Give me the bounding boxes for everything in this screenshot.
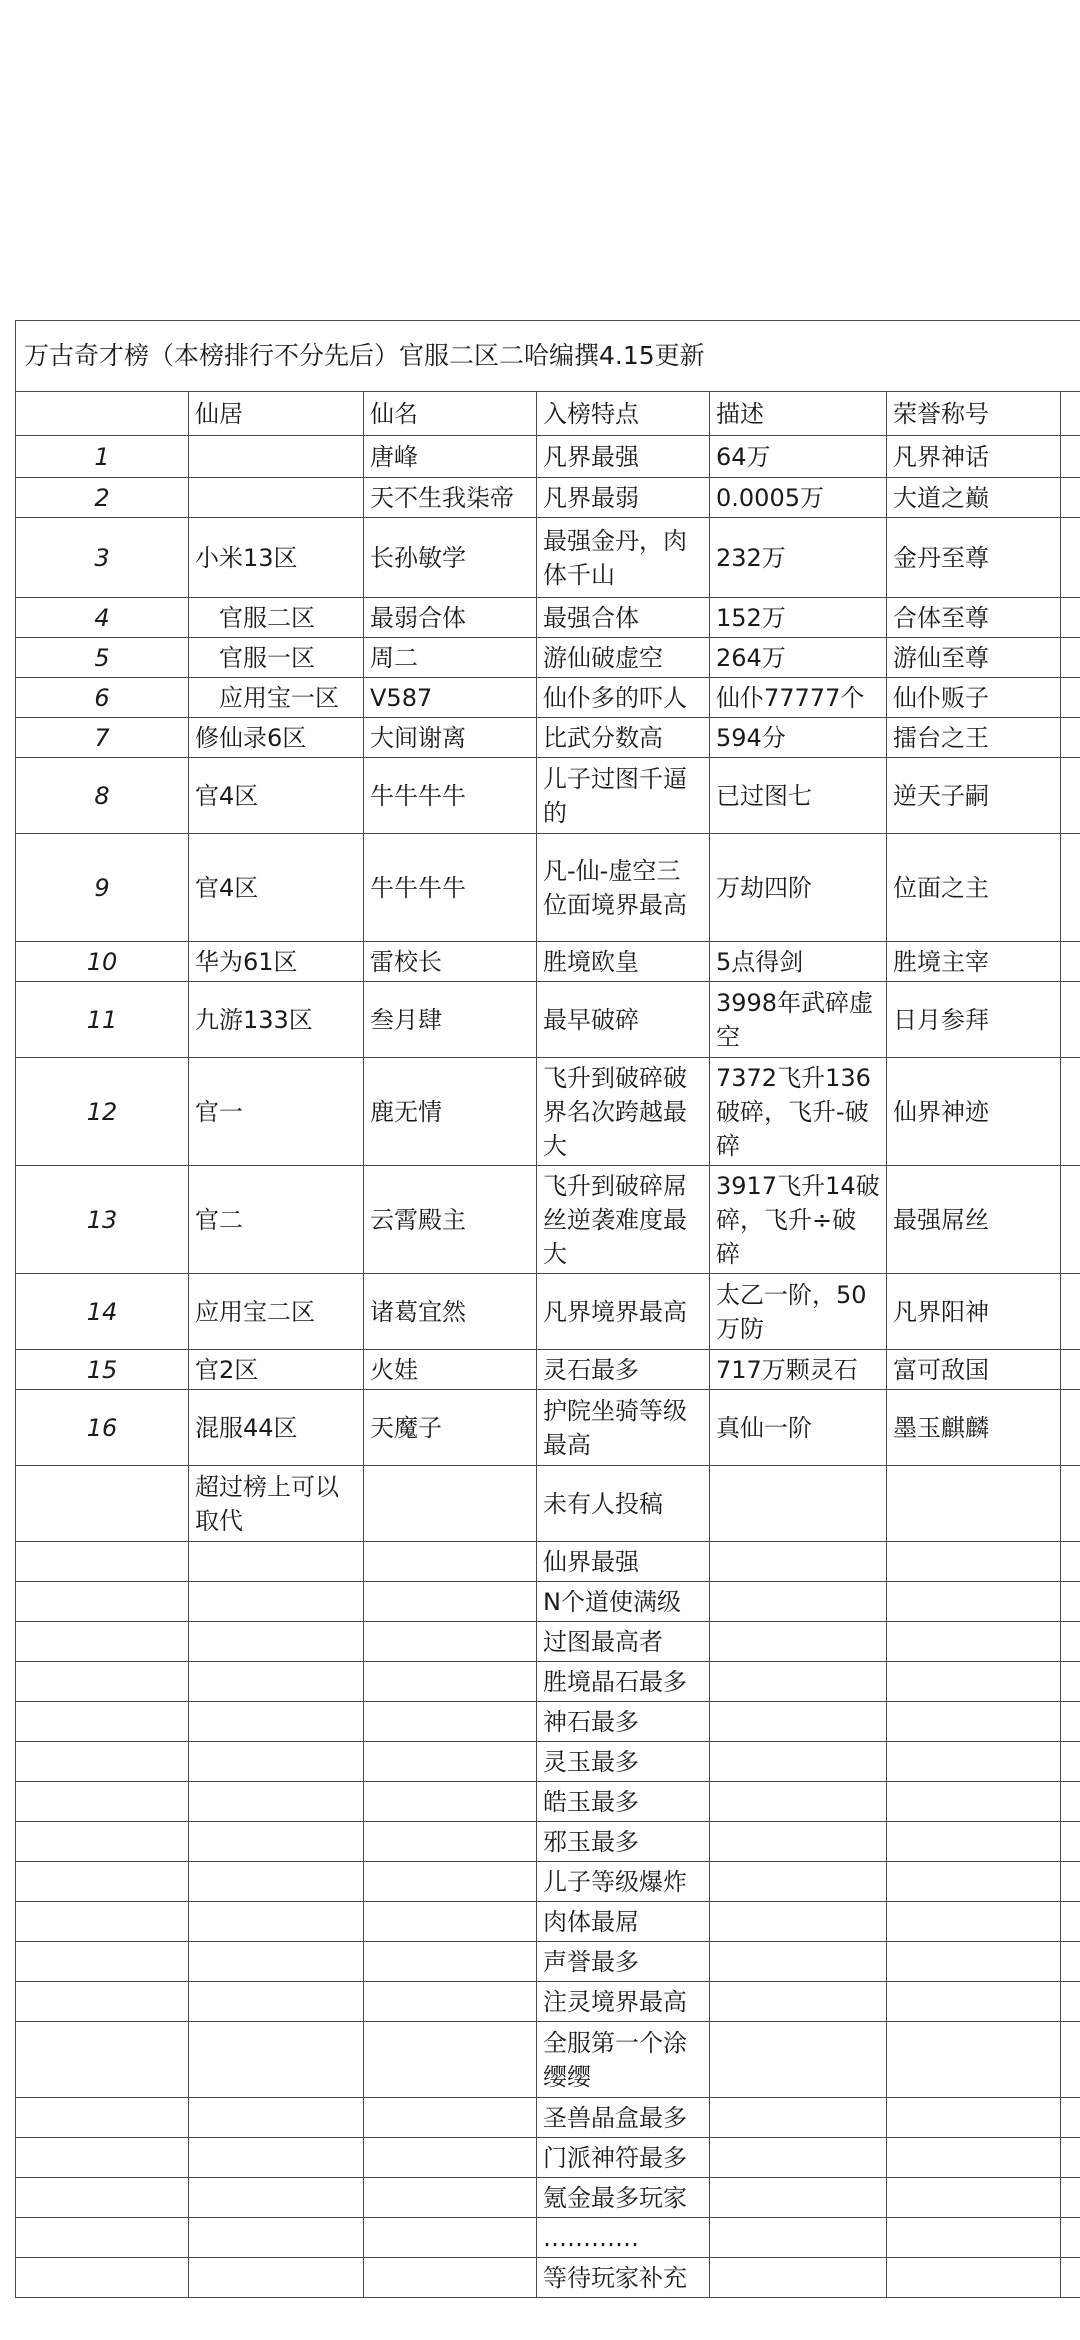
honor-cell: 逆天子嗣 (887, 758, 1061, 834)
table-row (16, 518, 1080, 598)
pending-feature-cell: 圣兽晶盒最多 (537, 2098, 710, 2138)
blank-cell (1061, 1982, 1080, 2022)
blank-cell (364, 1542, 537, 1582)
spreadsheet (15, 320, 1080, 2298)
blank-cell (1061, 1058, 1080, 1166)
blank-cell (1061, 982, 1080, 1058)
pending-row (16, 2218, 1080, 2258)
blank-cell (887, 1542, 1061, 1582)
pending-row (16, 1542, 1080, 1582)
table-row (16, 638, 1080, 678)
blank-cell (189, 2098, 364, 2138)
blank-cell (887, 1622, 1061, 1662)
blank-cell (710, 2138, 887, 2178)
server-cell: 官服一区 (189, 638, 364, 678)
header-cell: 仙居 (189, 392, 364, 436)
blank-cell (1061, 1274, 1080, 1350)
blank-cell (1061, 1622, 1080, 1662)
blank-cell (189, 1582, 364, 1622)
feature-cell: 最早破碎 (537, 982, 710, 1058)
blank-cell (710, 2022, 887, 2098)
blank-cell (189, 1862, 364, 1902)
pending-row (16, 2098, 1080, 2138)
honor-cell: 最强屌丝 (887, 1166, 1061, 1274)
blank-cell (1061, 1390, 1080, 1466)
desc-cell: 3998年武碎虚空 (710, 982, 887, 1058)
pending-row (16, 1982, 1080, 2022)
blank-cell (710, 1982, 887, 2022)
pending-feature-cell: 胜境晶石最多 (537, 1662, 710, 1702)
pending-feature-cell: 皓玉最多 (537, 1782, 710, 1822)
blank-cell (364, 1942, 537, 1982)
header-row (16, 392, 1080, 436)
rank-cell: 9 (16, 834, 189, 942)
blank-cell (1061, 436, 1080, 478)
blank-cell (364, 2022, 537, 2098)
server-cell (189, 478, 364, 518)
note-cell: 超过榜上可以取代 (189, 1466, 364, 1542)
pending-row (16, 1622, 1080, 1662)
pending-row (16, 1862, 1080, 1902)
blank-cell (16, 1662, 189, 1702)
table-row (16, 1350, 1080, 1390)
blank-cell (710, 2178, 887, 2218)
honor-cell: 凡界神话 (887, 436, 1061, 478)
blank-cell (1061, 1942, 1080, 1982)
blank-cell (710, 1702, 887, 1742)
rank-cell: 6 (16, 678, 189, 718)
name-cell: 天不生我柒帝 (364, 478, 537, 518)
desc-cell: 232万 (710, 518, 887, 598)
rank-cell: 8 (16, 758, 189, 834)
blank-cell (887, 1582, 1061, 1622)
feature-cell: 飞升到破碎破界名次跨越最大 (537, 1058, 710, 1166)
blank-cell (710, 1742, 887, 1782)
blank-cell (887, 2218, 1061, 2258)
blank-cell (1061, 1862, 1080, 1902)
blank-cell (189, 1702, 364, 1742)
pending-row (16, 1662, 1080, 1702)
server-cell: 官4区 (189, 758, 364, 834)
blank-cell (1061, 718, 1080, 758)
pending-feature-cell: 肉体最屌 (537, 1902, 710, 1942)
pending-feature-cell: 等待玩家补充 (537, 2258, 710, 2298)
blank-cell (16, 2258, 189, 2298)
blank-cell (189, 2178, 364, 2218)
blank-cell (1061, 1582, 1080, 1622)
blank-cell (364, 1782, 537, 1822)
server-cell: 九游133区 (189, 982, 364, 1058)
blank-cell (887, 2178, 1061, 2218)
blank-cell (189, 1822, 364, 1862)
pending-feature-cell: 注灵境界最高 (537, 1982, 710, 2022)
table-row (16, 1058, 1080, 1166)
name-cell: 鹿无情 (364, 1058, 537, 1166)
blank-cell (364, 1466, 537, 1542)
feature-cell: 儿子过图千逼的 (537, 758, 710, 834)
pending-feature-cell: 神石最多 (537, 1702, 710, 1742)
name-cell: V587 (364, 678, 537, 718)
pending-feature-cell: 仙界最强 (537, 1542, 710, 1582)
server-cell (189, 436, 364, 478)
name-cell: 天魔子 (364, 1390, 537, 1466)
sheet-title: 万古奇才榜（本榜排行不分先后）官服二区二哈编撰4.15更新 (16, 321, 1080, 392)
pending-feature-cell: 氪金最多玩家 (537, 2178, 710, 2218)
blank-cell (710, 1622, 887, 1662)
blank-cell (710, 1466, 887, 1542)
feature-cell: 凡-仙-虚空三位面境界最高 (537, 834, 710, 942)
blank-cell (1061, 2258, 1080, 2298)
blank-cell (189, 1662, 364, 1702)
pending-row (16, 1466, 1080, 1542)
header-cell: 描述 (710, 392, 887, 436)
pending-row (16, 2178, 1080, 2218)
pending-row (16, 2022, 1080, 2098)
blank-cell (364, 1742, 537, 1782)
header-cell: 荣誉称号 (887, 392, 1061, 436)
blank-cell (189, 1942, 364, 1982)
feature-cell: 胜境欧皇 (537, 942, 710, 982)
blank-cell (710, 1662, 887, 1702)
name-cell: 大间谢离 (364, 718, 537, 758)
blank-cell (1061, 1662, 1080, 1702)
server-cell: 混服44区 (189, 1390, 364, 1466)
rank-cell: 12 (16, 1058, 189, 1166)
blank-cell (887, 1782, 1061, 1822)
blank-cell (710, 1862, 887, 1902)
blank-cell (887, 1862, 1061, 1902)
blank-cell (1061, 758, 1080, 834)
blank-cell (189, 2218, 364, 2258)
rank-cell: 15 (16, 1350, 189, 1390)
blank-cell (364, 1822, 537, 1862)
pending-row (16, 1942, 1080, 1982)
ranking-table (15, 320, 1080, 2298)
pending-feature-cell: 儿子等级爆炸 (537, 1862, 710, 1902)
desc-cell: 594分 (710, 718, 887, 758)
pending-feature-cell: 过图最高者 (537, 1622, 710, 1662)
honor-cell: 位面之主 (887, 834, 1061, 942)
blank-cell (710, 1822, 887, 1862)
blank-cell (710, 1782, 887, 1822)
blank-cell (189, 1982, 364, 2022)
blank-cell (1061, 2022, 1080, 2098)
pending-row (16, 1822, 1080, 1862)
blank-cell (364, 2138, 537, 2178)
blank-cell (16, 1782, 189, 1822)
header-cell: 入榜特点 (537, 392, 710, 436)
server-cell: 修仙录6区 (189, 718, 364, 758)
blank-cell (887, 1942, 1061, 1982)
blank-cell (887, 1702, 1061, 1742)
blank-cell (710, 1542, 887, 1582)
desc-cell: 5点得剑 (710, 942, 887, 982)
pending-feature-cell: 门派神符最多 (537, 2138, 710, 2178)
blank-cell (189, 1742, 364, 1782)
server-cell: 官4区 (189, 834, 364, 942)
header-cell (1061, 392, 1080, 436)
blank-cell (189, 1782, 364, 1822)
blank-cell (887, 1466, 1061, 1542)
blank-cell (16, 1582, 189, 1622)
table-row (16, 1166, 1080, 1274)
server-cell: 应用宝二区 (189, 1274, 364, 1350)
blank-cell (887, 1742, 1061, 1782)
blank-cell (364, 1902, 537, 1942)
name-cell: 云霄殿主 (364, 1166, 537, 1274)
blank-cell (16, 2218, 189, 2258)
server-cell: 官2区 (189, 1350, 364, 1390)
pending-feature-cell: 灵玉最多 (537, 1742, 710, 1782)
honor-cell: 日月参拜 (887, 982, 1061, 1058)
name-cell: 唐峰 (364, 436, 537, 478)
blank-cell (364, 1982, 537, 2022)
rank-cell: 3 (16, 518, 189, 598)
desc-cell: 64万 (710, 436, 887, 478)
desc-cell: 仙仆77777个 (710, 678, 887, 718)
blank-cell (1061, 2178, 1080, 2218)
blank-cell (1061, 638, 1080, 678)
server-cell: 应用宝一区 (189, 678, 364, 718)
table-row (16, 436, 1080, 478)
server-cell: 华为61区 (189, 942, 364, 982)
pending-row (16, 1782, 1080, 1822)
blank-cell (189, 1902, 364, 1942)
blank-cell (1061, 1166, 1080, 1274)
desc-cell: 万劫四阶 (710, 834, 887, 942)
name-cell: 牛牛牛牛 (364, 758, 537, 834)
server-cell: 小米13区 (189, 518, 364, 598)
desc-cell: 3917飞升14破碎，飞升÷破碎 (710, 1166, 887, 1274)
feature-cell: 灵石最多 (537, 1350, 710, 1390)
blank-cell (364, 1702, 537, 1742)
honor-cell: 墨玉麒麟 (887, 1390, 1061, 1466)
blank-cell (16, 1622, 189, 1662)
honor-cell: 大道之巅 (887, 478, 1061, 518)
blank-cell (710, 2258, 887, 2298)
blank-cell (16, 1822, 189, 1862)
rank-cell: 10 (16, 942, 189, 982)
honor-cell: 胜境主宰 (887, 942, 1061, 982)
feature-cell: 护院坐骑等级最高 (537, 1390, 710, 1466)
desc-cell: 0.0005万 (710, 478, 887, 518)
pending-row (16, 2258, 1080, 2298)
blank-cell (16, 1982, 189, 2022)
blank-cell (16, 1942, 189, 1982)
table-row (16, 834, 1080, 942)
blank-cell (364, 1862, 537, 1902)
server-cell: 官一 (189, 1058, 364, 1166)
name-cell: 雷校长 (364, 942, 537, 982)
name-cell: 最弱合体 (364, 598, 537, 638)
blank-cell (16, 2178, 189, 2218)
blank-cell (1061, 1742, 1080, 1782)
blank-cell (189, 2022, 364, 2098)
pending-feature-cell: ………… (537, 2218, 710, 2258)
pending-row (16, 1902, 1080, 1942)
honor-cell: 金丹至尊 (887, 518, 1061, 598)
pending-row (16, 1582, 1080, 1622)
feature-cell: 凡界最强 (537, 436, 710, 478)
feature-cell: 凡界最弱 (537, 478, 710, 518)
blank-cell (189, 1622, 364, 1662)
honor-cell: 凡界阳神 (887, 1274, 1061, 1350)
honor-cell: 仙界神迹 (887, 1058, 1061, 1166)
name-cell: 叁月肆 (364, 982, 537, 1058)
blank-cell (1061, 942, 1080, 982)
table-row (16, 1390, 1080, 1466)
blank-cell (887, 2138, 1061, 2178)
table-row (16, 718, 1080, 758)
blank-cell (887, 2022, 1061, 2098)
feature-cell: 凡界境界最高 (537, 1274, 710, 1350)
blank-cell (16, 2138, 189, 2178)
blank-cell (887, 1902, 1061, 1942)
blank-cell (189, 2138, 364, 2178)
desc-cell: 真仙一阶 (710, 1390, 887, 1466)
feature-cell: 游仙破虚空 (537, 638, 710, 678)
blank-cell (1061, 2098, 1080, 2138)
blank-cell (1061, 678, 1080, 718)
rank-cell: 13 (16, 1166, 189, 1274)
blank-cell (1061, 2218, 1080, 2258)
pending-row (16, 2138, 1080, 2178)
blank-cell (189, 2258, 364, 2298)
table-row (16, 478, 1080, 518)
rank-cell: 7 (16, 718, 189, 758)
pending-feature-cell: 邪玉最多 (537, 1822, 710, 1862)
honor-cell: 富可敌国 (887, 1350, 1061, 1390)
blank-cell (16, 1742, 189, 1782)
table-row (16, 1274, 1080, 1350)
header-cell (16, 392, 189, 436)
blank-cell (364, 2178, 537, 2218)
blank-cell (887, 1822, 1061, 1862)
blank-cell (1061, 1702, 1080, 1742)
name-cell: 牛牛牛牛 (364, 834, 537, 942)
blank-cell (1061, 1902, 1080, 1942)
blank-cell (364, 1622, 537, 1662)
blank-cell (710, 1582, 887, 1622)
rank-cell: 16 (16, 1390, 189, 1466)
blank-cell (364, 2258, 537, 2298)
desc-cell: 太乙一阶，50万防 (710, 1274, 887, 1350)
blank-cell (1061, 1350, 1080, 1390)
desc-cell: 152万 (710, 598, 887, 638)
pending-feature-cell: 未有人投稿 (537, 1466, 710, 1542)
blank-cell (16, 2098, 189, 2138)
blank-cell (1061, 518, 1080, 598)
name-cell: 火娃 (364, 1350, 537, 1390)
blank-cell (1061, 598, 1080, 638)
pending-row (16, 1742, 1080, 1782)
blank-cell (16, 1542, 189, 1582)
server-cell: 官二 (189, 1166, 364, 1274)
blank-cell (710, 2218, 887, 2258)
blank-cell (710, 2098, 887, 2138)
blank-cell (710, 1942, 887, 1982)
blank-cell (1061, 1542, 1080, 1582)
blank-cell (1061, 1822, 1080, 1862)
feature-cell: 比武分数高 (537, 718, 710, 758)
blank-cell (710, 1902, 887, 1942)
desc-cell: 717万颗灵石 (710, 1350, 887, 1390)
blank-cell (1061, 834, 1080, 942)
table-row (16, 942, 1080, 982)
blank-cell (16, 2022, 189, 2098)
blank-cell (1061, 2138, 1080, 2178)
rank-cell: 1 (16, 436, 189, 478)
feature-cell: 飞升到破碎屌丝逆袭难度最大 (537, 1166, 710, 1274)
table-row (16, 982, 1080, 1058)
pending-feature-cell: N个道使满级 (537, 1582, 710, 1622)
table-row (16, 678, 1080, 718)
blank-cell (364, 2218, 537, 2258)
blank-cell (16, 1702, 189, 1742)
desc-cell: 已过图七 (710, 758, 887, 834)
rank-cell: 2 (16, 478, 189, 518)
blank-cell (1061, 478, 1080, 518)
feature-cell: 仙仆多的吓人 (537, 678, 710, 718)
pending-feature-cell: 全服第一个涂缨缨 (537, 2022, 710, 2098)
blank-cell (887, 1662, 1061, 1702)
desc-cell: 7372飞升136破碎，飞升-破碎 (710, 1058, 887, 1166)
blank-cell (189, 1542, 364, 1582)
table-row (16, 758, 1080, 834)
blank-cell (364, 1662, 537, 1702)
blank-cell (16, 1466, 189, 1542)
pending-row (16, 1702, 1080, 1742)
blank-cell (364, 2098, 537, 2138)
feature-cell: 最强合体 (537, 598, 710, 638)
rank-cell: 4 (16, 598, 189, 638)
honor-cell: 合体至尊 (887, 598, 1061, 638)
desc-cell: 264万 (710, 638, 887, 678)
rank-cell: 14 (16, 1274, 189, 1350)
name-cell: 诸葛宜然 (364, 1274, 537, 1350)
feature-cell: 最强金丹，肉体千山 (537, 518, 710, 598)
table-row (16, 598, 1080, 638)
blank-cell (887, 2258, 1061, 2298)
blank-cell (1061, 1782, 1080, 1822)
blank-cell (887, 2098, 1061, 2138)
name-cell: 周二 (364, 638, 537, 678)
pending-feature-cell: 声誉最多 (537, 1942, 710, 1982)
blank-cell (364, 1582, 537, 1622)
blank-cell (16, 1902, 189, 1942)
honor-cell: 游仙至尊 (887, 638, 1061, 678)
honor-cell: 仙仆贩子 (887, 678, 1061, 718)
blank-cell (16, 1862, 189, 1902)
rank-cell: 11 (16, 982, 189, 1058)
blank-cell (1061, 1466, 1080, 1542)
name-cell: 长孙敏学 (364, 518, 537, 598)
title-row (16, 321, 1080, 392)
blank-cell (887, 1982, 1061, 2022)
header-cell: 仙名 (364, 392, 537, 436)
honor-cell: 擂台之王 (887, 718, 1061, 758)
rank-cell: 5 (16, 638, 189, 678)
server-cell: 官服二区 (189, 598, 364, 638)
